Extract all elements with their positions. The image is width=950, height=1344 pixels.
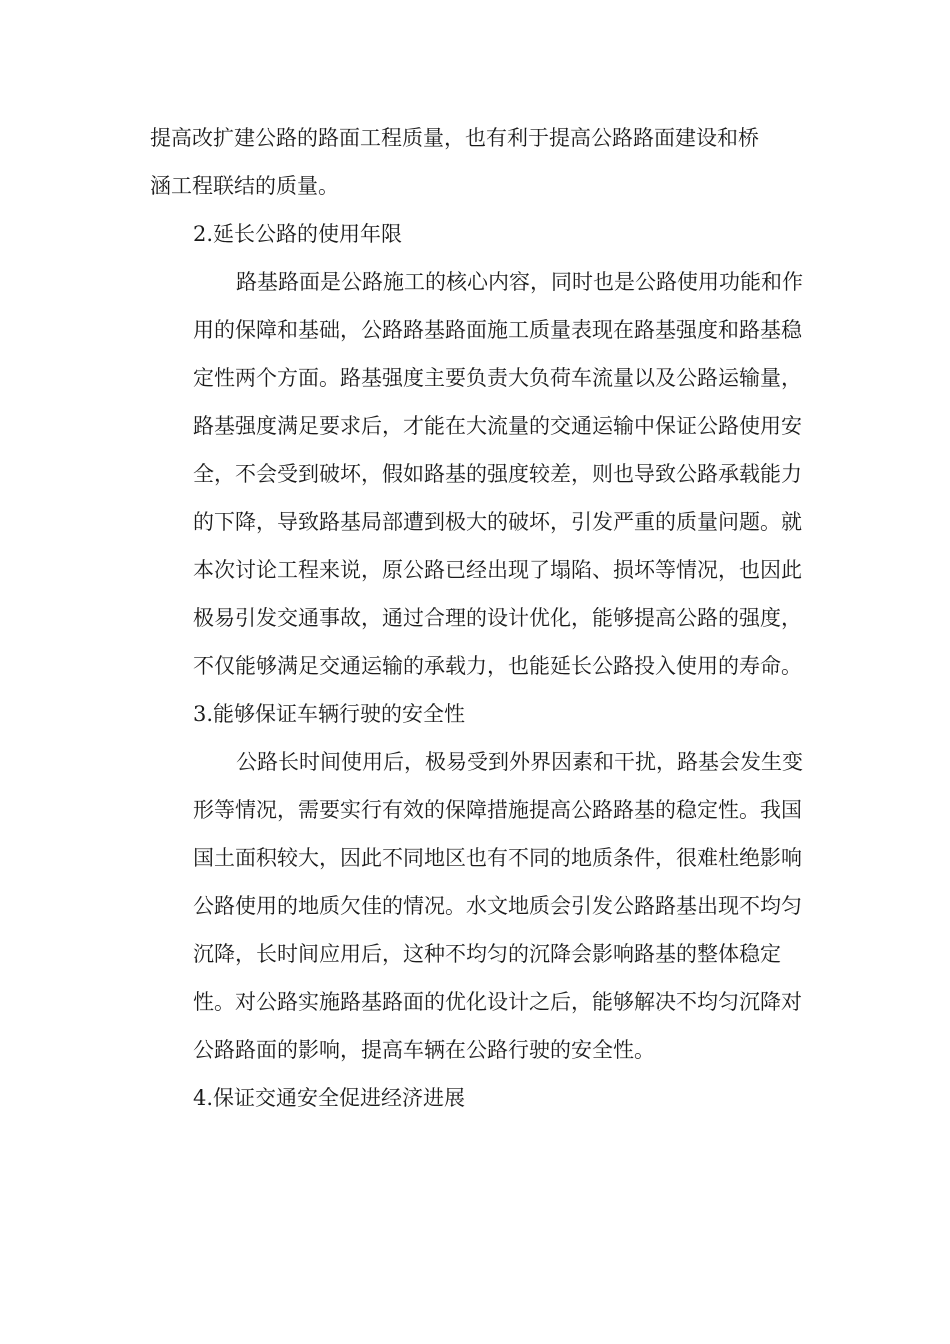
section-heading-2: 2.延长公路的使用年限 — [193, 222, 403, 246]
text-line: 形等情况，需要实行有效的保障措施提高公路路基的稳定性。我国 — [193, 798, 802, 822]
document-page — [150, 114, 802, 1122]
paragraph-service-life — [150, 258, 802, 690]
text-line: 沉降，长时间应用后，这种不均匀的沉降会影响路基的整体稳定 — [193, 942, 781, 966]
paragraph-vehicle-safety — [150, 738, 802, 1074]
text-line: 公路路面的影响，提高车辆在公路行驶的安全性。 — [193, 1038, 655, 1062]
paragraph-continuation — [150, 114, 802, 210]
text-line: 的下降，导致路基局部遭到极大的破坏，引发严重的质量问题。就 — [193, 510, 802, 534]
text-line: 本次讨论工程来说，原公路已经出现了塌陷、损坏等情况，也因此 — [193, 558, 802, 582]
text-line: 性。对公路实施路基路面的优化设计之后，能够解决不均匀沉降对 — [193, 990, 802, 1014]
text-line: 路基强度满足要求后，才能在大流量的交通运输中保证公路使用安 — [193, 414, 802, 438]
text-line: 公路长时间使用后，极易受到外界因素和干扰，路基会发生变 — [236, 750, 803, 774]
section-heading-3: 3.能够保证车辆行驶的安全性 — [193, 702, 466, 726]
text-line: 公路使用的地质欠佳的情况。水文地质会引发公路路基出现不均匀 — [193, 894, 802, 918]
text-line: 极易引发交通事故，通过合理的设计优化，能够提高公路的强度， — [193, 606, 802, 630]
section-heading-4: 4.保证交通安全促进经济进展 — [193, 1086, 466, 1110]
text-line: 国土面积较大，因此不同地区也有不同的地质条件，很难杜绝影响 — [193, 846, 802, 870]
text-line: 涵工程联结的质量。 — [150, 174, 339, 198]
text-line: 定性两个方面。路基强度主要负责大负荷车流量以及公路运输量， — [193, 366, 802, 390]
text-line: 不仅能够满足交通运输的承载力，也能延长公路投入使用的寿命。 — [193, 654, 802, 678]
text-line: 路基路面是公路施工的核心内容，同时也是公路使用功能和作 — [236, 270, 803, 294]
text-line: 用的保障和基础，公路路基路面施工质量表现在路基强度和路基稳 — [193, 318, 802, 342]
text-line: 提高改扩建公路的路面工程质量，也有利于提高公路路面建设和桥 — [150, 126, 759, 150]
text-line: 全，不会受到破坏，假如路基的强度较差，则也导致公路承载能力 — [193, 462, 802, 486]
